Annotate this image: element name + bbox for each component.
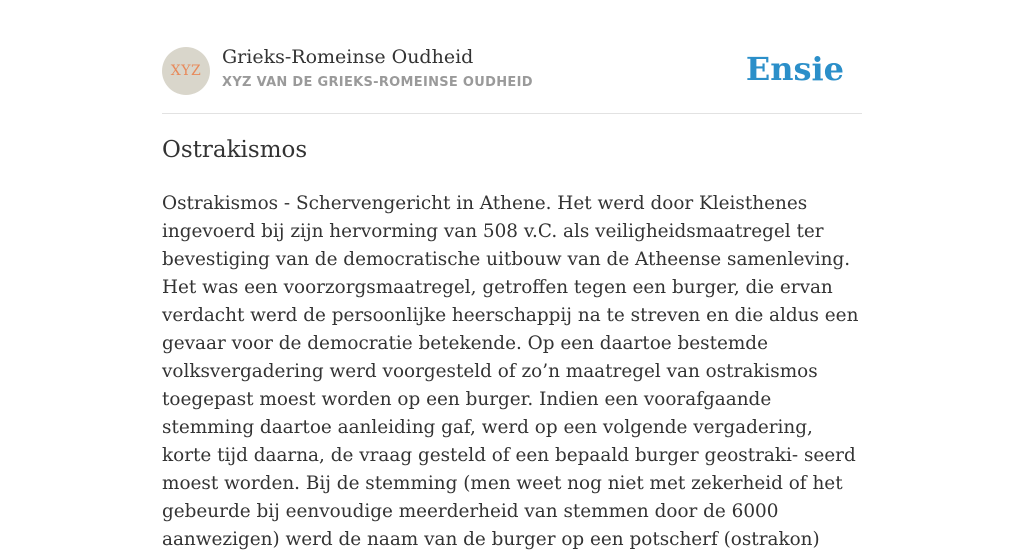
article-body: Ostrakismos - Schervengericht in Athene. Het werd door Kleisthenes ingevoerd bij zijn hervorming van 508 v.C. als veiligheidsmaatregel ter bevestiging van de democratische uitbouw van de Atheense samenleving. Het was een voorzorgsmaatregel, getroffen tegen een burger, die ervan verdacht werd de persoonlijke heerschappij na te streven en die aldus een gevaar voor de democratie betekende. Op een daartoe bestemde volksvergadering werd voorgesteld of zo’n maatregel van ostrakismos toegepast moest worden op een burger. Indien een voorafgaande stemming daartoe aanleiding gaf, werd op een volgende vergadering, korte tijd daarna, de vraag gesteld of een bepaald burger geostraki- seerd moest worden. Bij de stemming (men weet nog niet met zekerheid of het gebeurde bij eenvoudige meerderheid van stemmen door de 6000 aanwezigen) werd de naam van de burger op een potscherf (ostrakon) xyxy=(162,193,859,550)
avatar[interactable] xyxy=(162,47,210,95)
article-title: Ostrakismos xyxy=(162,137,308,163)
header-divider xyxy=(162,113,862,114)
avatar-initials: XYZ xyxy=(170,63,202,79)
header xyxy=(162,46,862,96)
author-subtitle: XYZ VAN DE GRIEKS-ROMEINSE OUDHEID xyxy=(222,75,533,90)
author-name-link[interactable]: Grieks-Romeinse Oudheid xyxy=(222,46,474,68)
brand-logo[interactable]: Ensie xyxy=(745,50,844,88)
